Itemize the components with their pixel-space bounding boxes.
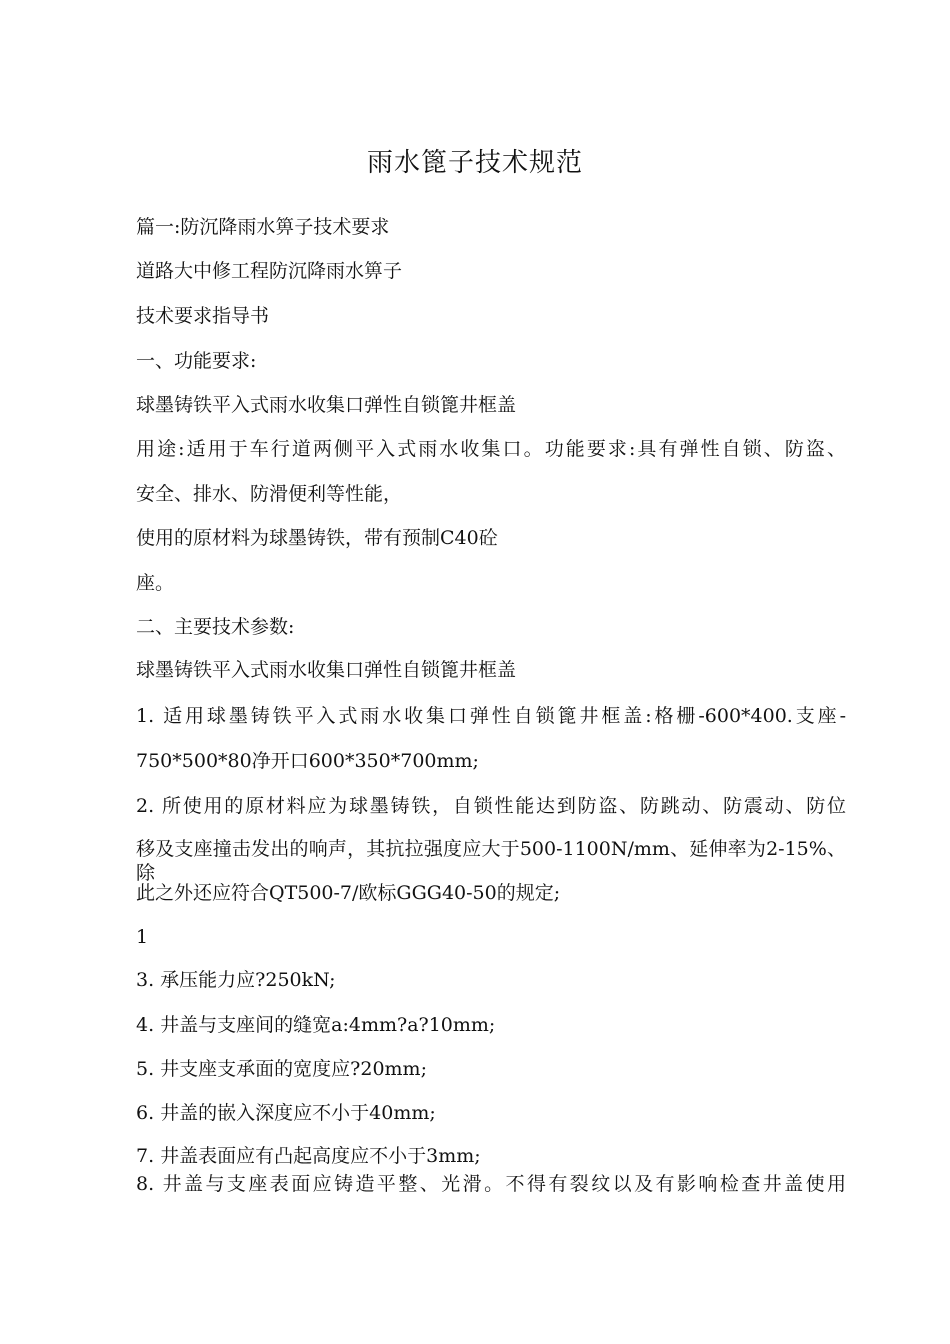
text-line: 使用的原材料为球墨铸铁，带有预制C40砼 xyxy=(136,527,498,549)
page-title: 雨水篦子技术规范 xyxy=(366,148,583,178)
text-line: 球墨铸铁平入式雨水收集口弹性自锁篦井框盖 xyxy=(136,394,517,416)
text-line: 用途:适用于车行道两侧平入式雨水收集口。功能要求:具有弹性自锁、防盗、 xyxy=(136,438,846,460)
list-item-6: 6. 井盖的嵌入深度应不小于40mm; xyxy=(136,1102,436,1124)
list-item-1-continued: 750*500*80净开口600*350*700mm; xyxy=(136,750,479,772)
text-line: 座。 xyxy=(136,572,175,594)
list-item-8: 8. 井盖与支座表面应铸造平整、光滑。不得有裂纹以及有影响检查井盖使用 xyxy=(136,1173,846,1195)
section-heading-functional-requirements: 一、功能要求: xyxy=(136,350,257,372)
list-item-4: 4. 井盖与支座间的缝宽a:4mm?a?10mm; xyxy=(136,1014,496,1036)
text-line: 道路大中修工程防沉降雨水箅子 xyxy=(136,260,403,282)
list-item-2: 2. 所使用的原材料应为球墨铸铁，自锁性能达到防盗、防跳动、防震动、防位 xyxy=(136,795,846,817)
list-item-1: 1. 适用球墨铸铁平入式雨水收集口弹性自锁篦井框盖:格栅-600*400.支座- xyxy=(136,705,846,727)
text-line: 安全、排水、防滑便利等性能， xyxy=(136,483,403,505)
text-line: 球墨铸铁平入式雨水收集口弹性自锁篦井框盖 xyxy=(136,659,517,681)
list-item-2-continued: 移及支座撞击发出的响声，其抗拉强度应大于500-1100N/mm、延伸率为2-15%、除 xyxy=(136,838,846,884)
list-item-5: 5. 井支座支承面的宽度应?20mm; xyxy=(136,1058,427,1080)
section-heading-part-one: 篇一:防沉降雨水箅子技术要求 xyxy=(136,216,390,238)
page-number: 1 xyxy=(136,926,149,948)
text-line: 技术要求指导书 xyxy=(136,305,270,327)
list-item-2-continued: 此之外还应符合QT500-7/欧标GGG40-50的规定; xyxy=(136,882,561,904)
section-heading-technical-parameters: 二、主要技术参数: xyxy=(136,616,295,638)
list-item-3: 3. 承压能力应?250kN; xyxy=(136,969,336,991)
list-item-7: 7. 井盖表面应有凸起高度应不小于3mm; xyxy=(136,1145,481,1167)
